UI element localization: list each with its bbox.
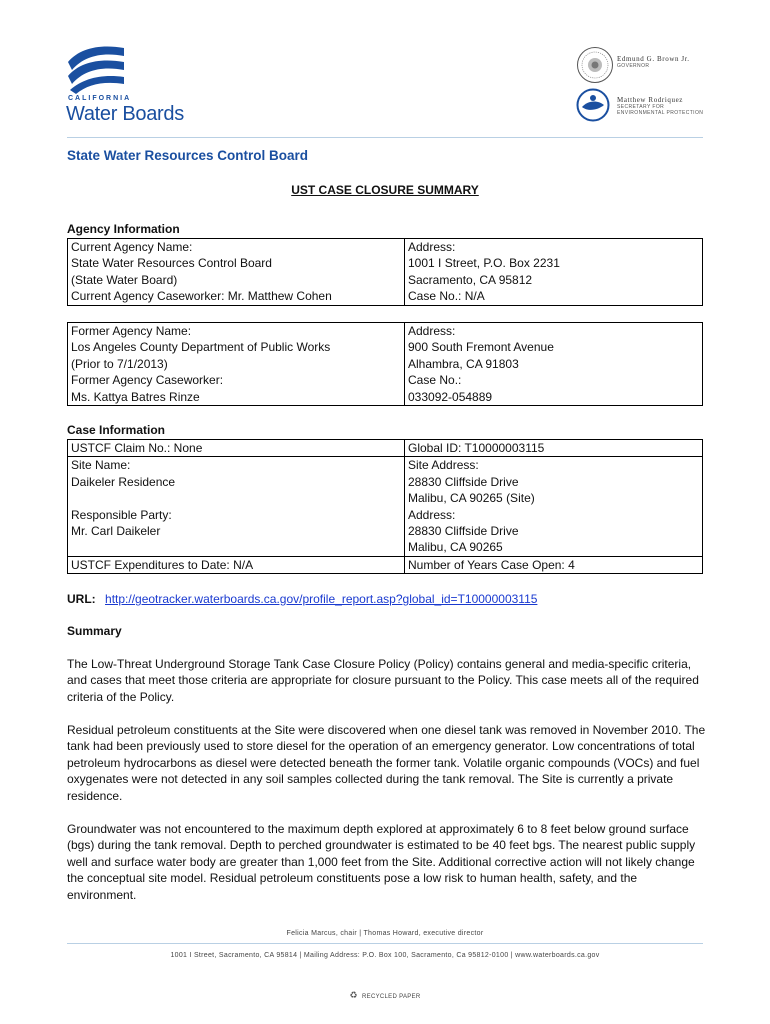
- former-agency-right: [405, 323, 703, 406]
- board-title: State Water Resources Control Board: [67, 148, 309, 163]
- governor-title: GOVERNOR: [617, 63, 650, 69]
- former-case-no-label: Case No.:: [408, 373, 462, 388]
- party-address-city: Malibu, CA 90265: [408, 540, 503, 555]
- spacer: [71, 490, 401, 506]
- expenditures: USTCF Expenditures to Date: N/A: [71, 557, 254, 572]
- site-party-right-cell: [405, 457, 703, 556]
- agency-heading: Agency Information: [67, 222, 180, 236]
- site-address-street: 28830 Cliffside Drive: [408, 474, 519, 489]
- years-open: Number of Years Case Open: 4: [408, 557, 575, 572]
- footer-divider: [67, 943, 703, 944]
- global-id-cell: [405, 440, 703, 457]
- expenditures-cell: [68, 556, 405, 573]
- logo-name: Water Boards: [66, 103, 184, 125]
- spacer: [71, 539, 401, 555]
- current-agency-left: [68, 239, 405, 306]
- former-caseworker-name: Ms. Kattya Batres Rinze: [71, 389, 200, 404]
- current-address-city: Sacramento, CA 95812: [408, 272, 533, 287]
- geotracker-link[interactable]: http://geotracker.waterboards.ca.gov/profile_report.asp?global_id=T10000003115: [105, 592, 538, 606]
- former-address-label: Address:: [408, 324, 456, 338]
- former-caseworker-label: Former Agency Caseworker:: [71, 373, 224, 388]
- url-line: [67, 592, 537, 606]
- former-agency-date: (Prior to 7/1/2013): [71, 356, 168, 371]
- recycle-icon: ♻: [349, 990, 358, 1000]
- site-party-left-cell: [68, 457, 405, 556]
- footer-officers: Felicia Marcus, chair | Thomas Howard, executive director: [286, 930, 484, 937]
- former-agency-label: Former Agency Name:: [71, 324, 192, 338]
- current-agency-label: Current Agency Name:: [71, 240, 193, 254]
- header-divider: [67, 137, 703, 138]
- url-label: URL:: [67, 592, 96, 606]
- current-address-label: Address:: [408, 240, 456, 254]
- governor-name: Edmund G. Brown Jr.: [617, 55, 690, 63]
- years-open-cell: [405, 556, 703, 573]
- former-address-street: 900 South Fremont Avenue: [408, 340, 554, 355]
- case-heading: Case Information: [67, 423, 166, 437]
- site-address-city: Malibu, CA 90265 (Site): [408, 491, 535, 506]
- current-agency-abbrev: (State Water Board): [71, 272, 178, 287]
- site-address-label: Site Address:: [408, 458, 479, 473]
- secretary-name: Matthew Rodriquez: [617, 96, 683, 104]
- summary-heading: Summary: [67, 624, 122, 638]
- party-address-street: 28830 Cliffside Drive: [408, 524, 519, 539]
- logo-state-label: CALIFORNIA: [68, 95, 132, 102]
- former-agency-table: [67, 322, 703, 406]
- document-title: UST CASE CLOSURE SUMMARY: [291, 183, 479, 197]
- current-agency-name: State Water Resources Control Board: [71, 256, 272, 271]
- secretary-block: [617, 96, 703, 116]
- water-waves-icon: [66, 44, 126, 94]
- claim-no-cell: [68, 440, 405, 457]
- former-agency-left: [68, 323, 405, 406]
- party-address-label: Address:: [408, 507, 456, 522]
- recycled-label: RECYCLED PAPER: [362, 994, 421, 1000]
- summary-paragraph-1: The Low-Threat Underground Storage Tank Case Closure Policy (Policy) contains general and media-specific criteria, and cases that meet those criteria are appropriate for closure pursuant to the Policy. This case meets all of the required criteria of the Policy.: [67, 657, 699, 704]
- former-address-city: Alhambra, CA 91803: [408, 356, 519, 371]
- state-seal-icon: [576, 46, 614, 84]
- case-info-table: [67, 439, 703, 574]
- responsible-party-label: Responsible Party:: [71, 507, 172, 522]
- site-name: Daikeler Residence: [71, 474, 176, 489]
- governor-block: [617, 55, 690, 69]
- footer-address: 1001 I Street, Sacramento, CA 95814 | Mailing Address: P.O. Box 100, Sacramento, Ca 95812-0100 | www.waterboards.ca.gov: [170, 952, 600, 959]
- current-agency-table: [67, 238, 703, 306]
- secretary-title-2: ENVIRONMENTAL PROTECTION: [617, 110, 704, 116]
- water-boards-logo: [66, 44, 196, 124]
- current-agency-caseworker: Current Agency Caseworker: Mr. Matthew Cohen: [71, 289, 332, 304]
- calepa-logo-icon: [576, 88, 610, 122]
- secretary-title-1: SECRETARY FOR: [617, 104, 665, 110]
- responsible-party-name: Mr. Carl Daikeler: [71, 524, 161, 539]
- summary-paragraph-2: Residual petroleum constituents at the Site were discovered when one diesel tank was removed in November 2010. The tank had been previously used to store diesel for the operation of an emergency generator. Low concentrations of total petroleum hydrocarbons as diesel were detected beneath the former tank. Volatile organic compounds (VOCs) and fuel oxygenates were not detected in any soil samples collected during the tank removal. The Site is currently a private residence.: [67, 723, 706, 803]
- current-case-no: Case No.: N/A: [408, 289, 485, 304]
- former-agency-name: Los Angeles County Department of Public Works: [71, 340, 331, 355]
- current-address-street: 1001 I Street, P.O. Box 2231: [408, 256, 560, 271]
- claim-no: USTCF Claim No.: None: [71, 441, 203, 455]
- current-agency-right: [405, 239, 703, 306]
- global-id: Global ID: T10000003115: [408, 441, 545, 455]
- former-case-no-value: 033092-054889: [408, 389, 493, 404]
- recycled-block: [0, 985, 770, 1003]
- site-name-label: Site Name:: [71, 458, 131, 473]
- summary-paragraph-3: Groundwater was not encountered to the maximum depth explored at approximately 6 to 8 feet below ground surface (bgs) during the tank removal. Depth to perched groundwater is estimated to be 40 feet bgs. The nearest public supply well and surface water body are greater than 1,000 feet from the Site. Additional corrective action will not likely change the conceptual site model. Residual petroleum constituents pose a low risk to human health, safety, and the environment.: [67, 822, 696, 902]
